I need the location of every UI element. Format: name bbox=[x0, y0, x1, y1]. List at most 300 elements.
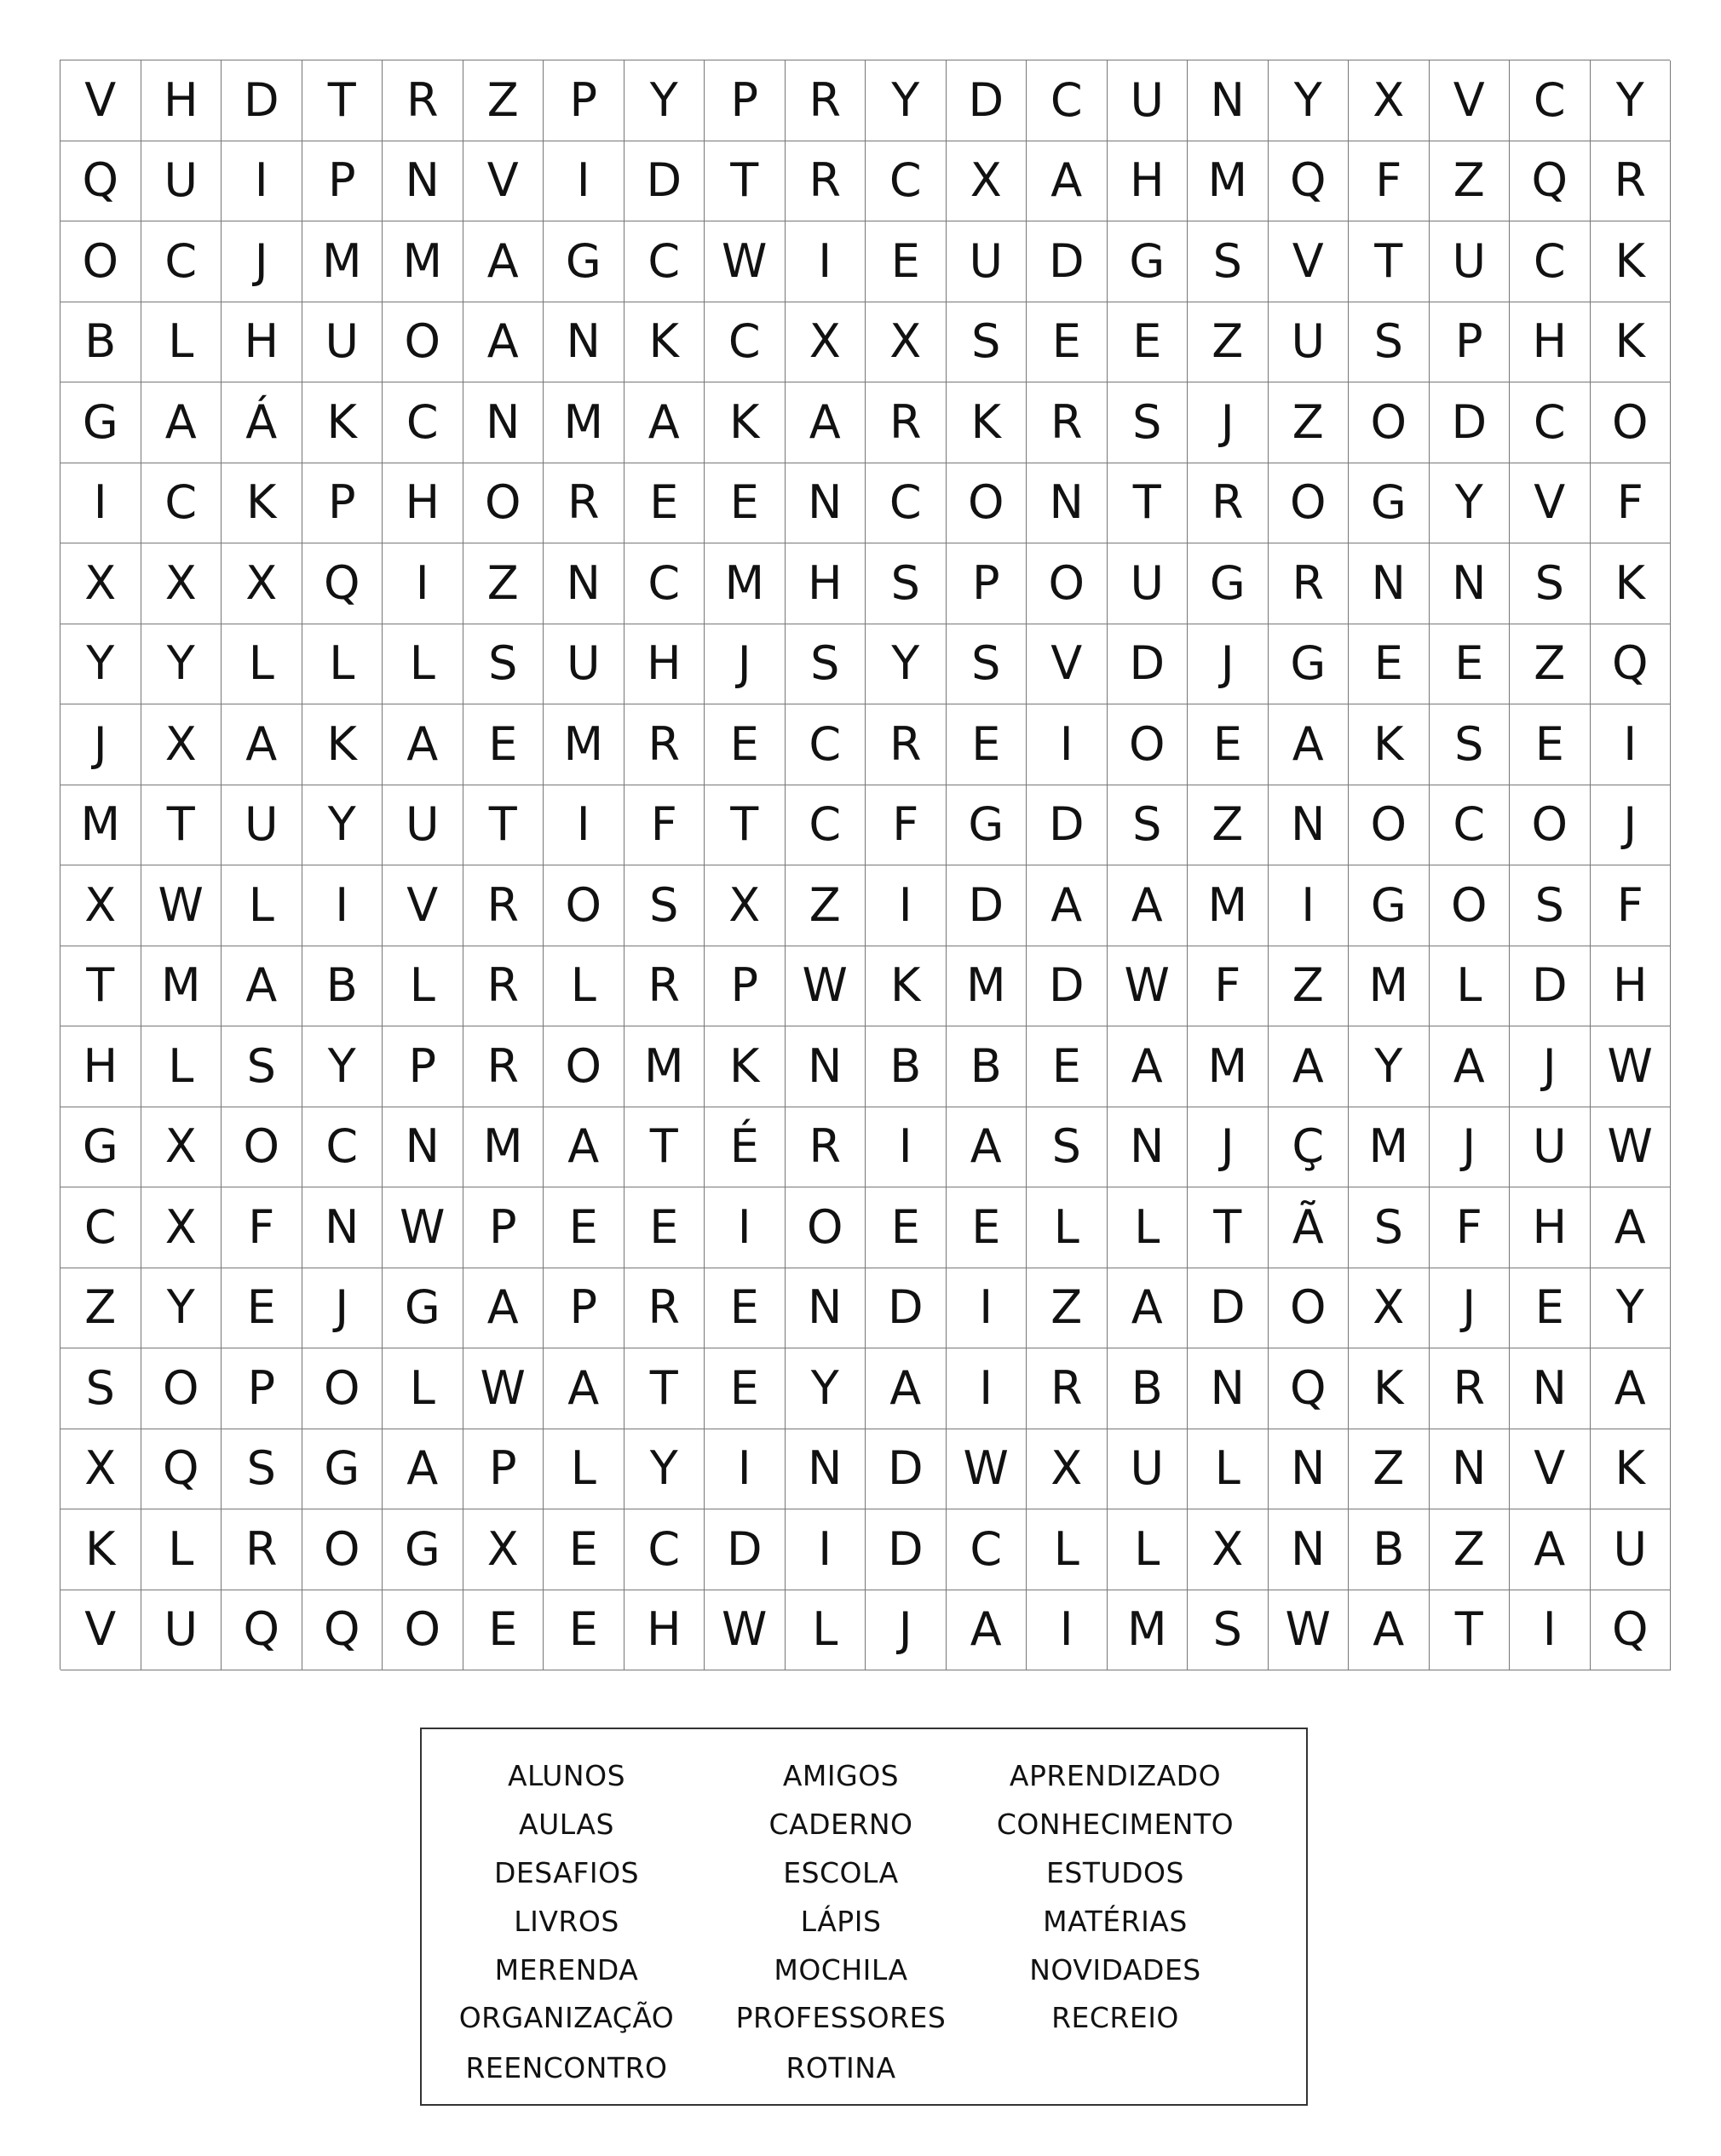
grid-cell[interactable]: K bbox=[60, 1509, 141, 1590]
grid-cell[interactable]: G bbox=[1269, 624, 1350, 705]
grid-cell[interactable]: F bbox=[1430, 1187, 1511, 1268]
grid-cell[interactable]: C bbox=[1027, 60, 1108, 141]
grid-cell[interactable]: R bbox=[866, 704, 947, 785]
grid-cell[interactable]: C bbox=[705, 302, 786, 383]
grid-cell[interactable]: A bbox=[544, 1348, 625, 1429]
grid-cell[interactable]: D bbox=[625, 141, 705, 222]
grid-cell[interactable]: C bbox=[141, 463, 222, 544]
grid-cell[interactable]: E bbox=[947, 1187, 1027, 1268]
grid-cell[interactable]: R bbox=[1027, 382, 1108, 463]
grid-cell[interactable]: M bbox=[1349, 946, 1430, 1027]
grid-cell[interactable]: K bbox=[302, 704, 383, 785]
grid-cell[interactable]: T bbox=[141, 785, 222, 866]
grid-cell[interactable]: H bbox=[222, 302, 302, 383]
grid-cell[interactable]: R bbox=[625, 946, 705, 1027]
grid-cell[interactable]: A bbox=[786, 382, 866, 463]
grid-cell[interactable]: R bbox=[1430, 1348, 1511, 1429]
grid-cell[interactable]: N bbox=[786, 1429, 866, 1510]
grid-cell[interactable]: I bbox=[1027, 1590, 1108, 1671]
grid-cell[interactable]: A bbox=[463, 302, 544, 383]
grid-cell[interactable]: S bbox=[1188, 221, 1269, 302]
grid-cell[interactable]: P bbox=[1430, 302, 1511, 383]
grid-cell[interactable]: É bbox=[705, 1107, 786, 1188]
grid-cell[interactable]: Z bbox=[463, 60, 544, 141]
grid-cell[interactable]: A bbox=[866, 1348, 947, 1429]
grid-cell[interactable]: L bbox=[141, 1026, 222, 1107]
grid-cell[interactable]: T bbox=[1349, 221, 1430, 302]
grid-cell[interactable]: Y bbox=[1430, 463, 1511, 544]
grid-cell[interactable]: L bbox=[544, 1429, 625, 1510]
grid-cell[interactable]: Z bbox=[1188, 302, 1269, 383]
grid-cell[interactable]: D bbox=[1108, 624, 1189, 705]
grid-cell[interactable]: Z bbox=[1430, 141, 1511, 222]
grid-cell[interactable]: U bbox=[1269, 302, 1350, 383]
grid-cell[interactable]: I bbox=[544, 785, 625, 866]
grid-cell[interactable]: C bbox=[866, 463, 947, 544]
grid-cell[interactable]: X bbox=[1349, 1268, 1430, 1349]
grid-cell[interactable]: A bbox=[222, 946, 302, 1027]
grid-cell[interactable]: L bbox=[383, 946, 463, 1027]
grid-cell[interactable]: I bbox=[866, 1107, 947, 1188]
grid-cell[interactable]: E bbox=[544, 1509, 625, 1590]
grid-cell[interactable]: M bbox=[1188, 1026, 1269, 1107]
grid-cell[interactable]: U bbox=[1108, 1429, 1189, 1510]
grid-cell[interactable]: M bbox=[141, 946, 222, 1027]
grid-cell[interactable]: Y bbox=[60, 624, 141, 705]
grid-cell[interactable]: B bbox=[60, 302, 141, 383]
grid-cell[interactable]: A bbox=[222, 704, 302, 785]
grid-cell[interactable]: H bbox=[786, 543, 866, 624]
grid-cell[interactable]: W bbox=[1591, 1026, 1672, 1107]
grid-cell[interactable]: H bbox=[1591, 946, 1672, 1027]
grid-cell[interactable]: B bbox=[1349, 1509, 1430, 1590]
grid-cell[interactable]: A bbox=[1349, 1590, 1430, 1671]
grid-cell[interactable]: I bbox=[866, 865, 947, 946]
grid-cell[interactable]: T bbox=[625, 1107, 705, 1188]
grid-cell[interactable]: I bbox=[222, 141, 302, 222]
grid-cell[interactable]: T bbox=[1188, 1187, 1269, 1268]
grid-cell[interactable]: N bbox=[1269, 785, 1350, 866]
grid-cell[interactable]: D bbox=[222, 60, 302, 141]
grid-cell[interactable]: A bbox=[947, 1590, 1027, 1671]
grid-cell[interactable]: J bbox=[1188, 624, 1269, 705]
grid-cell[interactable]: I bbox=[1510, 1590, 1591, 1671]
grid-cell[interactable]: N bbox=[383, 141, 463, 222]
grid-cell[interactable]: O bbox=[1027, 543, 1108, 624]
grid-cell[interactable]: L bbox=[1027, 1509, 1108, 1590]
grid-cell[interactable]: R bbox=[463, 946, 544, 1027]
grid-cell[interactable]: S bbox=[1510, 865, 1591, 946]
grid-cell[interactable]: J bbox=[60, 704, 141, 785]
grid-cell[interactable]: C bbox=[1510, 221, 1591, 302]
grid-cell[interactable]: C bbox=[866, 141, 947, 222]
grid-cell[interactable]: U bbox=[1108, 543, 1189, 624]
grid-cell[interactable]: L bbox=[1430, 946, 1511, 1027]
grid-cell[interactable]: W bbox=[1108, 946, 1189, 1027]
grid-cell[interactable]: L bbox=[383, 1348, 463, 1429]
grid-cell[interactable]: O bbox=[1591, 382, 1672, 463]
grid-cell[interactable]: U bbox=[141, 141, 222, 222]
grid-cell[interactable]: D bbox=[705, 1509, 786, 1590]
grid-cell[interactable]: E bbox=[1430, 624, 1511, 705]
grid-cell[interactable]: Á bbox=[222, 382, 302, 463]
grid-cell[interactable]: O bbox=[383, 302, 463, 383]
grid-cell[interactable]: U bbox=[1510, 1107, 1591, 1188]
grid-cell[interactable]: M bbox=[383, 221, 463, 302]
grid-cell[interactable]: O bbox=[1349, 382, 1430, 463]
grid-cell[interactable]: E bbox=[1027, 302, 1108, 383]
grid-cell[interactable]: X bbox=[463, 1509, 544, 1590]
grid-cell[interactable]: F bbox=[1188, 946, 1269, 1027]
grid-cell[interactable]: I bbox=[1027, 704, 1108, 785]
grid-cell[interactable]: Q bbox=[222, 1590, 302, 1671]
grid-cell[interactable]: H bbox=[1510, 1187, 1591, 1268]
grid-cell[interactable]: N bbox=[786, 1026, 866, 1107]
grid-cell[interactable]: C bbox=[947, 1509, 1027, 1590]
grid-cell[interactable]: O bbox=[786, 1187, 866, 1268]
grid-cell[interactable]: U bbox=[383, 785, 463, 866]
grid-cell[interactable]: G bbox=[60, 382, 141, 463]
grid-cell[interactable]: Z bbox=[1269, 382, 1350, 463]
grid-cell[interactable]: A bbox=[383, 704, 463, 785]
grid-cell[interactable]: O bbox=[302, 1348, 383, 1429]
grid-cell[interactable]: R bbox=[786, 60, 866, 141]
grid-cell[interactable]: F bbox=[866, 785, 947, 866]
grid-cell[interactable]: K bbox=[1591, 221, 1672, 302]
grid-cell[interactable]: N bbox=[383, 1107, 463, 1188]
grid-cell[interactable]: X bbox=[141, 704, 222, 785]
grid-cell[interactable]: A bbox=[1108, 865, 1189, 946]
grid-cell[interactable]: V bbox=[1269, 221, 1350, 302]
grid-cell[interactable]: I bbox=[60, 463, 141, 544]
grid-cell[interactable]: X bbox=[222, 543, 302, 624]
grid-cell[interactable]: O bbox=[141, 1348, 222, 1429]
grid-cell[interactable]: A bbox=[947, 1107, 1027, 1188]
grid-cell[interactable]: T bbox=[625, 1348, 705, 1429]
grid-cell[interactable]: O bbox=[1430, 865, 1511, 946]
grid-cell[interactable]: E bbox=[463, 1590, 544, 1671]
grid-cell[interactable]: C bbox=[383, 382, 463, 463]
grid-cell[interactable]: W bbox=[1591, 1107, 1672, 1188]
grid-cell[interactable]: N bbox=[1269, 1509, 1350, 1590]
grid-cell[interactable]: A bbox=[1269, 1026, 1350, 1107]
grid-cell[interactable]: M bbox=[60, 785, 141, 866]
grid-cell[interactable]: N bbox=[1349, 543, 1430, 624]
grid-cell[interactable]: Z bbox=[1430, 1509, 1511, 1590]
grid-cell[interactable]: I bbox=[786, 1509, 866, 1590]
grid-cell[interactable]: M bbox=[544, 704, 625, 785]
grid-cell[interactable]: G bbox=[1188, 543, 1269, 624]
grid-cell[interactable]: F bbox=[222, 1187, 302, 1268]
grid-cell[interactable]: N bbox=[786, 463, 866, 544]
grid-cell[interactable]: M bbox=[947, 946, 1027, 1027]
grid-cell[interactable]: E bbox=[463, 704, 544, 785]
grid-cell[interactable]: K bbox=[1349, 1348, 1430, 1429]
grid-cell[interactable]: E bbox=[1349, 624, 1430, 705]
grid-cell[interactable]: U bbox=[1430, 221, 1511, 302]
grid-cell[interactable]: B bbox=[947, 1026, 1027, 1107]
grid-cell[interactable]: V bbox=[60, 1590, 141, 1671]
grid-cell[interactable]: H bbox=[60, 1026, 141, 1107]
grid-cell[interactable]: S bbox=[222, 1026, 302, 1107]
grid-cell[interactable]: J bbox=[302, 1268, 383, 1349]
grid-cell[interactable]: R bbox=[786, 141, 866, 222]
grid-cell[interactable]: H bbox=[141, 60, 222, 141]
grid-cell[interactable]: T bbox=[302, 60, 383, 141]
grid-cell[interactable]: Z bbox=[786, 865, 866, 946]
grid-cell[interactable]: C bbox=[625, 543, 705, 624]
grid-cell[interactable]: N bbox=[1430, 543, 1511, 624]
grid-cell[interactable]: J bbox=[222, 221, 302, 302]
grid-cell[interactable]: S bbox=[1108, 382, 1189, 463]
grid-cell[interactable]: D bbox=[947, 60, 1027, 141]
grid-cell[interactable]: D bbox=[866, 1509, 947, 1590]
grid-cell[interactable]: D bbox=[947, 865, 1027, 946]
grid-cell[interactable]: U bbox=[141, 1590, 222, 1671]
grid-cell[interactable]: U bbox=[544, 624, 625, 705]
grid-cell[interactable]: K bbox=[866, 946, 947, 1027]
grid-cell[interactable]: Q bbox=[1591, 624, 1672, 705]
grid-cell[interactable]: R bbox=[786, 1107, 866, 1188]
grid-cell[interactable]: Y bbox=[302, 785, 383, 866]
grid-cell[interactable]: E bbox=[705, 463, 786, 544]
grid-cell[interactable]: U bbox=[1591, 1509, 1672, 1590]
grid-cell[interactable]: M bbox=[1349, 1107, 1430, 1188]
grid-cell[interactable]: J bbox=[866, 1590, 947, 1671]
grid-cell[interactable]: J bbox=[1430, 1107, 1511, 1188]
grid-cell[interactable]: L bbox=[1108, 1187, 1189, 1268]
grid-cell[interactable]: A bbox=[1108, 1268, 1189, 1349]
grid-cell[interactable]: N bbox=[1510, 1348, 1591, 1429]
grid-cell[interactable]: T bbox=[1108, 463, 1189, 544]
grid-cell[interactable]: W bbox=[141, 865, 222, 946]
grid-cell[interactable]: L bbox=[383, 624, 463, 705]
grid-cell[interactable]: O bbox=[544, 865, 625, 946]
grid-cell[interactable]: Q bbox=[1269, 141, 1350, 222]
grid-cell[interactable]: G bbox=[60, 1107, 141, 1188]
grid-cell[interactable]: X bbox=[1188, 1509, 1269, 1590]
grid-cell[interactable]: C bbox=[60, 1187, 141, 1268]
grid-cell[interactable]: R bbox=[544, 463, 625, 544]
grid-cell[interactable]: G bbox=[1349, 463, 1430, 544]
grid-cell[interactable]: O bbox=[1269, 463, 1350, 544]
grid-cell[interactable]: W bbox=[383, 1187, 463, 1268]
grid-cell[interactable]: I bbox=[544, 141, 625, 222]
grid-cell[interactable]: E bbox=[705, 1348, 786, 1429]
grid-cell[interactable]: L bbox=[141, 1509, 222, 1590]
grid-cell[interactable]: L bbox=[222, 624, 302, 705]
grid-cell[interactable]: Q bbox=[1591, 1590, 1672, 1671]
grid-cell[interactable]: Z bbox=[1349, 1429, 1430, 1510]
grid-cell[interactable]: F bbox=[1591, 865, 1672, 946]
grid-cell[interactable]: K bbox=[705, 1026, 786, 1107]
grid-cell[interactable]: K bbox=[705, 382, 786, 463]
grid-cell[interactable]: W bbox=[786, 946, 866, 1027]
grid-cell[interactable]: V bbox=[1430, 60, 1511, 141]
grid-cell[interactable]: I bbox=[947, 1348, 1027, 1429]
grid-cell[interactable]: P bbox=[463, 1187, 544, 1268]
grid-cell[interactable]: D bbox=[1430, 382, 1511, 463]
grid-cell[interactable]: X bbox=[866, 302, 947, 383]
grid-cell[interactable]: U bbox=[222, 785, 302, 866]
grid-cell[interactable]: C bbox=[1430, 785, 1511, 866]
grid-cell[interactable]: R bbox=[463, 1026, 544, 1107]
grid-cell[interactable]: V bbox=[1510, 1429, 1591, 1510]
grid-cell[interactable]: T bbox=[60, 946, 141, 1027]
grid-cell[interactable]: F bbox=[1349, 141, 1430, 222]
grid-cell[interactable]: E bbox=[625, 1187, 705, 1268]
grid-cell[interactable]: A bbox=[1027, 141, 1108, 222]
grid-cell[interactable]: L bbox=[1188, 1429, 1269, 1510]
grid-cell[interactable]: M bbox=[625, 1026, 705, 1107]
grid-cell[interactable]: S bbox=[786, 624, 866, 705]
grid-cell[interactable]: S bbox=[1108, 785, 1189, 866]
grid-cell[interactable]: X bbox=[60, 1429, 141, 1510]
grid-cell[interactable]: I bbox=[705, 1429, 786, 1510]
grid-cell[interactable]: X bbox=[141, 1187, 222, 1268]
grid-cell[interactable]: S bbox=[1430, 704, 1511, 785]
grid-cell[interactable]: O bbox=[302, 1509, 383, 1590]
grid-cell[interactable]: P bbox=[705, 946, 786, 1027]
grid-cell[interactable]: F bbox=[1591, 463, 1672, 544]
grid-cell[interactable]: O bbox=[1269, 1268, 1350, 1349]
grid-cell[interactable]: Z bbox=[1188, 785, 1269, 866]
grid-cell[interactable]: R bbox=[625, 704, 705, 785]
grid-cell[interactable]: J bbox=[1591, 785, 1672, 866]
grid-cell[interactable]: G bbox=[947, 785, 1027, 866]
grid-cell[interactable]: H bbox=[1510, 302, 1591, 383]
grid-cell[interactable]: T bbox=[705, 141, 786, 222]
grid-cell[interactable]: Z bbox=[60, 1268, 141, 1349]
grid-cell[interactable]: B bbox=[866, 1026, 947, 1107]
grid-cell[interactable]: O bbox=[222, 1107, 302, 1188]
grid-cell[interactable]: R bbox=[866, 382, 947, 463]
grid-cell[interactable]: K bbox=[222, 463, 302, 544]
grid-cell[interactable]: T bbox=[1430, 1590, 1511, 1671]
grid-cell[interactable]: A bbox=[544, 1107, 625, 1188]
grid-cell[interactable]: Q bbox=[141, 1429, 222, 1510]
grid-cell[interactable]: D bbox=[1510, 946, 1591, 1027]
grid-cell[interactable]: Ç bbox=[1269, 1107, 1350, 1188]
grid-cell[interactable]: S bbox=[947, 624, 1027, 705]
grid-cell[interactable]: A bbox=[1108, 1026, 1189, 1107]
grid-cell[interactable]: M bbox=[463, 1107, 544, 1188]
grid-cell[interactable]: Q bbox=[1510, 141, 1591, 222]
grid-cell[interactable]: Y bbox=[141, 1268, 222, 1349]
grid-cell[interactable]: X bbox=[1349, 60, 1430, 141]
grid-cell[interactable]: V bbox=[1027, 624, 1108, 705]
grid-cell[interactable]: L bbox=[544, 946, 625, 1027]
grid-cell[interactable]: D bbox=[1027, 946, 1108, 1027]
grid-cell[interactable]: C bbox=[302, 1107, 383, 1188]
grid-cell[interactable]: P bbox=[947, 543, 1027, 624]
grid-cell[interactable]: W bbox=[463, 1348, 544, 1429]
grid-cell[interactable]: K bbox=[1591, 302, 1672, 383]
grid-cell[interactable]: X bbox=[60, 543, 141, 624]
grid-cell[interactable]: Q bbox=[302, 543, 383, 624]
grid-cell[interactable]: E bbox=[544, 1590, 625, 1671]
grid-cell[interactable]: I bbox=[705, 1187, 786, 1268]
grid-cell[interactable]: N bbox=[1430, 1429, 1511, 1510]
grid-cell[interactable]: E bbox=[1510, 704, 1591, 785]
grid-cell[interactable]: G bbox=[383, 1268, 463, 1349]
grid-cell[interactable]: R bbox=[1269, 543, 1350, 624]
grid-cell[interactable]: I bbox=[947, 1268, 1027, 1349]
grid-cell[interactable]: C bbox=[625, 221, 705, 302]
grid-cell[interactable]: E bbox=[544, 1187, 625, 1268]
grid-cell[interactable]: N bbox=[1188, 60, 1269, 141]
grid-cell[interactable]: C bbox=[786, 785, 866, 866]
grid-cell[interactable]: A bbox=[463, 1268, 544, 1349]
grid-cell[interactable]: O bbox=[1108, 704, 1189, 785]
grid-cell[interactable]: Z bbox=[463, 543, 544, 624]
grid-cell[interactable]: L bbox=[786, 1590, 866, 1671]
grid-cell[interactable]: C bbox=[1510, 60, 1591, 141]
grid-cell[interactable]: D bbox=[866, 1429, 947, 1510]
grid-cell[interactable]: C bbox=[1510, 382, 1591, 463]
grid-cell[interactable]: W bbox=[705, 1590, 786, 1671]
grid-cell[interactable]: K bbox=[302, 382, 383, 463]
grid-cell[interactable]: X bbox=[1027, 1429, 1108, 1510]
grid-cell[interactable]: E bbox=[625, 463, 705, 544]
grid-cell[interactable]: R bbox=[1027, 1348, 1108, 1429]
grid-cell[interactable]: X bbox=[141, 1107, 222, 1188]
grid-cell[interactable]: J bbox=[1188, 1107, 1269, 1188]
grid-cell[interactable]: R bbox=[463, 865, 544, 946]
grid-cell[interactable]: F bbox=[625, 785, 705, 866]
grid-cell[interactable]: E bbox=[1108, 302, 1189, 383]
grid-cell[interactable]: E bbox=[705, 704, 786, 785]
grid-cell[interactable]: H bbox=[625, 1590, 705, 1671]
grid-cell[interactable]: A bbox=[1430, 1026, 1511, 1107]
grid-cell[interactable]: I bbox=[383, 543, 463, 624]
grid-cell[interactable]: A bbox=[383, 1429, 463, 1510]
grid-cell[interactable]: M bbox=[544, 382, 625, 463]
grid-cell[interactable]: N bbox=[544, 302, 625, 383]
grid-cell[interactable]: J bbox=[705, 624, 786, 705]
grid-cell[interactable]: Q bbox=[1269, 1348, 1350, 1429]
grid-cell[interactable]: Q bbox=[302, 1590, 383, 1671]
grid-cell[interactable]: J bbox=[1188, 382, 1269, 463]
grid-cell[interactable]: D bbox=[1027, 221, 1108, 302]
grid-cell[interactable]: Y bbox=[1269, 60, 1350, 141]
grid-cell[interactable]: C bbox=[625, 1509, 705, 1590]
grid-cell[interactable]: J bbox=[1430, 1268, 1511, 1349]
grid-cell[interactable]: Y bbox=[786, 1348, 866, 1429]
grid-cell[interactable]: X bbox=[947, 141, 1027, 222]
grid-cell[interactable]: Y bbox=[1591, 1268, 1672, 1349]
grid-cell[interactable]: P bbox=[222, 1348, 302, 1429]
grid-cell[interactable]: K bbox=[947, 382, 1027, 463]
grid-cell[interactable]: N bbox=[463, 382, 544, 463]
grid-cell[interactable]: Z bbox=[1027, 1268, 1108, 1349]
grid-cell[interactable]: P bbox=[705, 60, 786, 141]
grid-cell[interactable]: Y bbox=[625, 60, 705, 141]
grid-cell[interactable]: O bbox=[1510, 785, 1591, 866]
grid-cell[interactable]: A bbox=[625, 382, 705, 463]
grid-cell[interactable]: C bbox=[786, 704, 866, 785]
grid-cell[interactable]: Ã bbox=[1269, 1187, 1350, 1268]
grid-cell[interactable]: T bbox=[705, 785, 786, 866]
grid-cell[interactable]: L bbox=[1108, 1509, 1189, 1590]
grid-cell[interactable]: S bbox=[1349, 302, 1430, 383]
grid-cell[interactable]: O bbox=[544, 1026, 625, 1107]
grid-cell[interactable]: O bbox=[1349, 785, 1430, 866]
grid-cell[interactable]: V bbox=[1510, 463, 1591, 544]
grid-cell[interactable]: U bbox=[302, 302, 383, 383]
grid-cell[interactable]: K bbox=[1591, 1429, 1672, 1510]
grid-cell[interactable]: Q bbox=[60, 141, 141, 222]
